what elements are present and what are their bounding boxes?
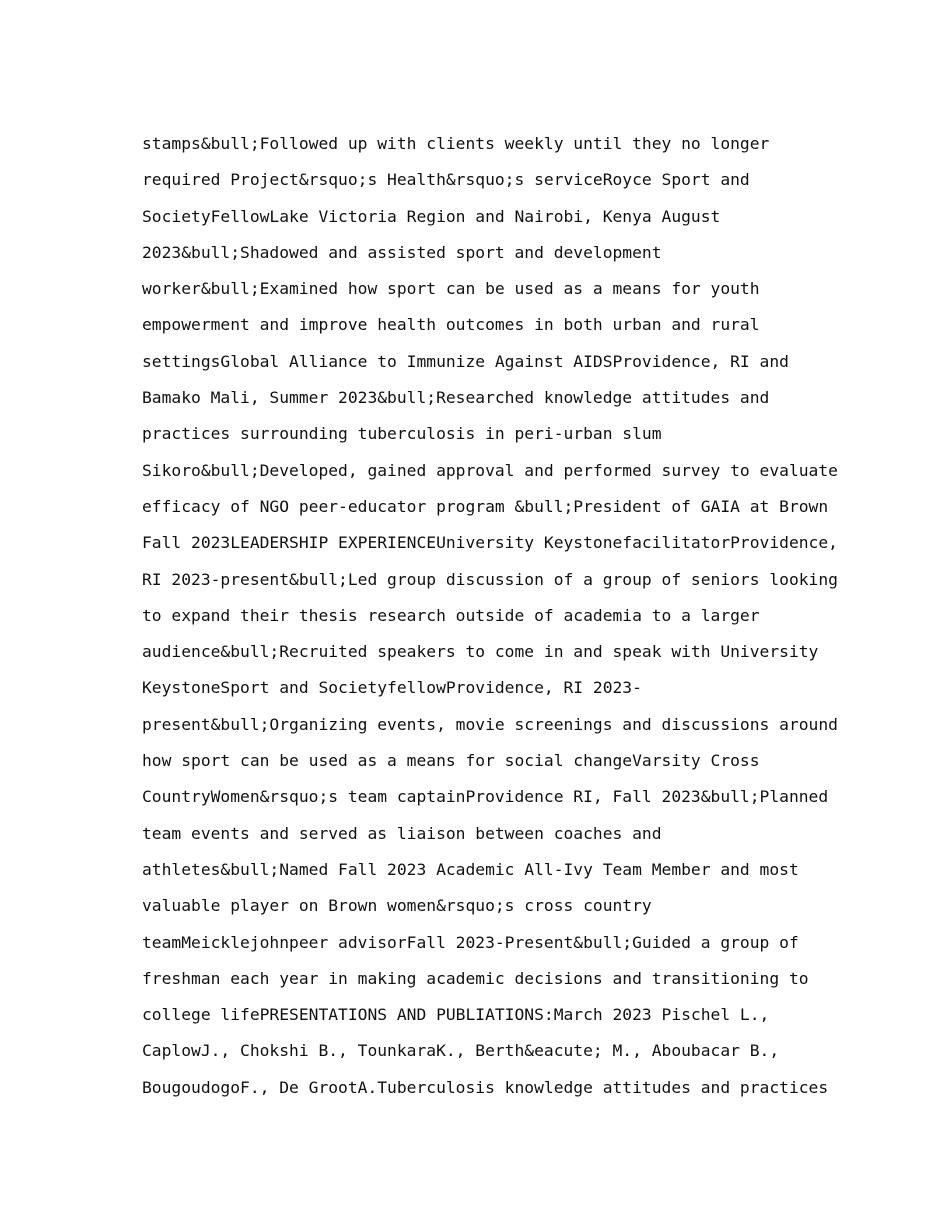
- text-line: audience&bull;Recruited speakers to come in and speak with University: [142, 642, 819, 662]
- text-line: college lifePRESENTATIONS AND PUBLIATIONS:March 2023 Pischel L.,: [142, 1005, 770, 1025]
- text-line: Sikoro&bull;Developed, gained approval and performed survey to evaluate: [142, 460, 838, 480]
- text-line: KeystoneSport and SocietyfellowProvidence, RI 2023-: [142, 678, 642, 698]
- text-line: settingsGlobal Alliance to Immunize Against AIDSProvidence, RI and: [142, 351, 789, 371]
- text-line: RI 2023-present&bull;Led group discussion of a group of seniors looking: [142, 569, 838, 589]
- text-line: Bamako Mali, Summer 2023&bull;Researched knowledge attitudes and: [142, 388, 770, 408]
- text-line: freshman each year in making academic decisions and transitioning to: [142, 968, 809, 988]
- text-line: valuable player on Brown women&rsquo;s cross country: [142, 896, 652, 916]
- text-line: empowerment and improve health outcomes in both urban and rural: [142, 315, 760, 335]
- text-line: SocietyFellowLake Victoria Region and Nairobi, Kenya August: [142, 206, 721, 226]
- text-line: CountryWomen&rsquo;s team captainProvidence RI, Fall 2023&bull;Planned: [142, 787, 829, 807]
- text-line: how sport can be used as a means for social changeVarsity Cross: [142, 751, 760, 771]
- text-line: BougoudogoF., De GrootA.Tuberculosis knowledge attitudes and practices: [142, 1077, 829, 1097]
- text-line: to expand their thesis research outside of academia to a larger: [142, 605, 760, 625]
- text-line: team events and served as liaison between coaches and: [142, 823, 662, 843]
- text-line: worker&bull;Examined how sport can be used as a means for youth: [142, 279, 760, 299]
- text-line: 2023&bull;Shadowed and assisted sport and development: [142, 242, 662, 262]
- text-line: stamps&bull;Followed up with clients weekly until they no longer: [142, 134, 770, 153]
- text-line: required Project&rsquo;s Health&rsquo;s serviceRoyce Sport and: [142, 170, 750, 190]
- text-line: CaplowJ., Chokshi B., TounkaraK., Berth&eacute; M., Aboubacar B.,: [142, 1041, 780, 1061]
- text-line: Fall 2023LEADERSHIP EXPERIENCEUniversity KeystonefacilitatorProvidence,: [142, 533, 838, 553]
- text-line: present&bull;Organizing events, movie screenings and discussions around: [142, 714, 838, 734]
- text-line: athletes&bull;Named Fall 2023 Academic All-Ivy Team Member and most: [142, 859, 799, 879]
- text-line: efficacy of NGO peer-educator program &bull;President of GAIA at Brown: [142, 496, 829, 516]
- text-line: teamMeicklejohnpeer advisorFall 2023-Present&bull;Guided a group of: [142, 932, 799, 952]
- document-body-text: [142, 126, 842, 1106]
- text-line: practices surrounding tuberculosis in peri-urban slum: [142, 424, 662, 444]
